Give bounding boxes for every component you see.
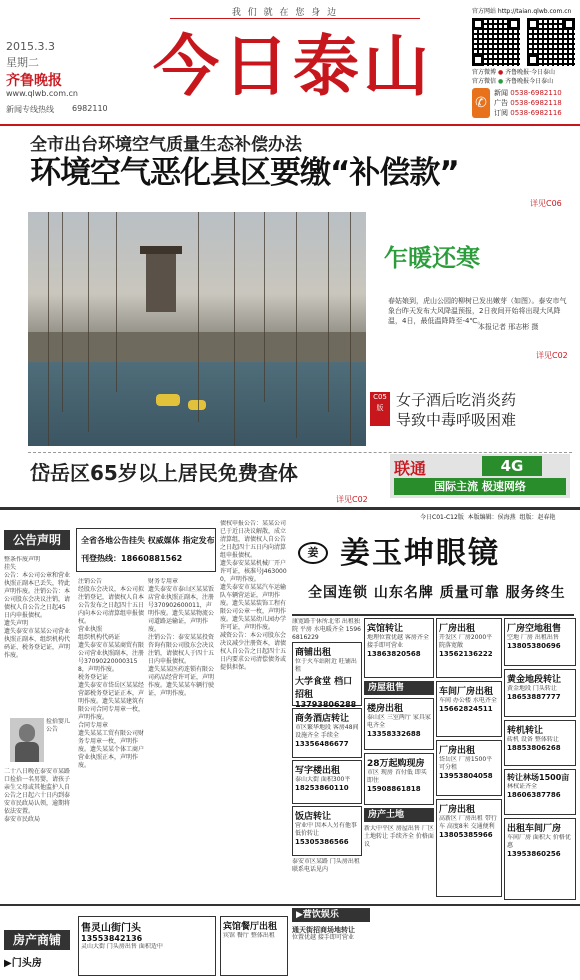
photo-pavilion xyxy=(146,252,176,312)
eye-ad-slogan: 全国连锁 山东名牌 质量可靠 服务终生 xyxy=(308,585,566,601)
side-story-text: 春姑娘到，虎山公园的柳树已发出嫩芽（如图）。泰安市气象台昨天发布大风降温预报，2日夜间开始将出现大风降温，4日，最低温降降至-4℃。 xyxy=(388,297,567,325)
notice-section-tag: 公告声明 xyxy=(4,530,70,550)
bottom-spacer xyxy=(220,908,290,912)
wechat-label: 官方微信 xyxy=(472,78,497,85)
rental-item-12[interactable]: 厂房空地租售 空地 厂房 出租出售 13805380696 xyxy=(504,618,576,666)
wechat-icon: ● xyxy=(497,78,504,85)
bottom-headline[interactable]: 岱岳区65岁以上居民免费查体 xyxy=(30,461,298,485)
unicom-ad[interactable] xyxy=(390,454,570,498)
classifieds-header: 今日C01-C12版 本版编辑：侯海燕 组版：赵春艳 xyxy=(420,514,556,521)
photo-shore xyxy=(28,332,366,362)
eye-ad-title: 姜玉坤眼镜 xyxy=(340,536,500,571)
hotline-label: 新闻专线热线 xyxy=(6,105,54,114)
photo-roof xyxy=(140,246,182,254)
rental-item-7[interactable]: 车间厂房出租 车间 办公楼 水电齐全 15662824511 xyxy=(436,681,502,737)
notice-banner-phone: 刊登热线：18660881562 xyxy=(81,554,183,563)
rental-item-14[interactable]: 转让林场1500亩 林权证齐全 18606387786 xyxy=(504,769,576,815)
side-story-title[interactable]: 乍暖还寒 xyxy=(384,243,480,272)
kicker-headline: 全市出台环境空气质量生态补偿办法 xyxy=(30,135,302,155)
notice-column-3: 注销公告 经股东会决议，本公司拟注销登记，请债权人自本公告发布之日起四十五日内向本公司清算组申报债权。 营业执照 组织机构代码证 遗失泰安市某某商贸有限公司营业执照副本，注册号370902200003158，声明作废。 税务登记证 遗失泰安市岱岳区某某经营部税务登记证正本，声明作废。遗失某某建筑有限公司合同专用章一枚，声明作废。 合同专用章 遗失某某工贸有限公司财务专用章一枚，声明作废。遗失某某个体工商户营业执照正本，声明作废。 xyxy=(78,578,144,769)
rental-column-4 xyxy=(504,618,576,900)
masthead xyxy=(0,0,580,132)
houses-section-tag: 房屋租售 xyxy=(364,681,434,695)
phone-icon: ✆ xyxy=(472,88,490,118)
entertainment-item[interactable]: 通天街招商场地转让 位置优越 接手即可营业 xyxy=(292,926,355,941)
official-site[interactable]: 官方网站 http://taian.qlwb.com.cn xyxy=(472,8,572,15)
photo-boat-2 xyxy=(188,400,206,410)
rental-column-1: 康宽路干休所北邻 出租独院 平房 水电暖齐全 15966816229 商铺出租 位于火车站附近 旺铺出租 大学食堂 档口招租 13793806288 商务酒店转让 市区繁华地段 客房48间 设施齐全 手续全 13356486677 写字楼出租 泰山大街 面积300平 18253860110 饭店转让 营业中 因本人另有他事 低价转让 15305386566 泰安市区某路 门头房出租 联系电话见内 xyxy=(292,618,361,873)
lead-photo xyxy=(28,212,366,446)
bottom-item-1[interactable]: 售灵山街门头 13553842136 灵山大街 门头房出售 面积适中 xyxy=(78,916,216,976)
rental-item-2[interactable]: 商务酒店转让 市区繁华地段 客房48间 设施齐全 手续全 13356486677 xyxy=(292,708,362,758)
eye-ad-rule xyxy=(292,614,574,616)
rental-item-8[interactable]: 厂房出租 岱岳区 厂房1500平 可分租 13953804058 xyxy=(436,740,502,796)
bottom-headline-ref: 详见C02 xyxy=(336,495,368,504)
rental-item-1[interactable]: 商铺出租 位于火车站附近 旺铺出租 大学食堂 档口招租 13793806288 xyxy=(292,642,362,706)
section-rule xyxy=(0,507,580,510)
issue-weekday: 星期二 xyxy=(6,56,39,69)
rental-item-6[interactable]: 厂房出租 开发区 厂房2000平 院落宽敞 13562136222 xyxy=(436,618,502,678)
c05-headline-2[interactable]: 导致中毒呼吸困难 xyxy=(396,411,517,429)
property-section-tag: 房产商铺 xyxy=(4,930,70,950)
paper-title: 今日泰山 xyxy=(153,27,433,105)
rental-item-3[interactable]: 写字楼出租 泰山大街 面积300平 18253860110 xyxy=(292,760,362,804)
infant-notice-head: 捡拾婴儿公告 xyxy=(46,718,71,733)
phone-ads: 广告 0538-6982118 xyxy=(494,99,562,107)
property-sub-tag: ▶门头房 xyxy=(4,958,42,969)
rental-item-13[interactable]: 黄金地段转让 黄金地段 门头转让 18653887777 xyxy=(504,669,576,717)
land-section-tag: 房产土地 xyxy=(364,808,434,822)
rental-item-16[interactable]: 厂房出租 高新区 厂房出租 带行车 高度8米 交通便利 13805385966 xyxy=(436,799,502,897)
divider xyxy=(28,452,572,453)
rental-item-4[interactable]: 饭店转让 营业中 因本人另有他事 低价转让 15305386566 xyxy=(292,806,362,856)
hotline: 6982110 xyxy=(72,104,108,113)
notice-column-2: 二十八日晚在泰安市某路口捡拾一名男婴，请孩子亲生父母或其他监护人自公告之日起六十日内到泰安市民政局认领，逾期将依法安置。 泰安市民政局 xyxy=(4,768,71,823)
infant-photo xyxy=(10,718,44,762)
weibo-icon: ● xyxy=(497,69,504,76)
side-story-ref: 详见C02 xyxy=(536,351,568,360)
notice-column-5: 债权申报公告：某某公司已于近日决议解散，成立清算组，请债权人自公告之日起四十五日内向清算组申报债权。 遗失泰安某某机械厂开户许可证，核准号J4630000，声明作废。 遗失泰安市某某汽车运输队车辆营运证，声明作废。遗失某某装饰工程有限公司公章一枚，声明作废。遗失某某幼儿园办学许可证，声明作废。 减资公告：本公司股东会决议减少注册资本，请债权人自公告之日起四十五日内要求公司清偿债务或提供担保。 xyxy=(220,520,287,671)
notice-column-4: 财务专用章 遗失泰安市泰山区某某饭店营业执照正副本，注册号370902600011，声明作废。遗失某某物流公司道路运输证，声明作废。 注销公告：泰安某某投资咨询有限公司股东会决议注销，请债权人于四十五日内申报债权。 遗失某某医药连锁有限公司药品经营许可证，声明作废。遗失某某车辆行驶证，声明作废。 xyxy=(148,578,215,697)
phone-list xyxy=(494,88,578,118)
bottom-item-2[interactable]: 宾馆餐厅出租 宾馆 餐厅 整体出租 xyxy=(220,916,288,976)
rental-item-15[interactable]: 出租车间厂房 车间厂房 面积大 价格优惠 13953860256 xyxy=(504,818,576,900)
unicom-4g-badge: 4G xyxy=(482,456,542,476)
flag-icon: ▶ xyxy=(4,958,12,969)
wechat-line xyxy=(472,78,578,86)
masthead-rule xyxy=(0,124,580,126)
photo-boat xyxy=(156,394,180,406)
bottom-rule xyxy=(0,904,580,906)
weibo-value: 齐鲁晚报·今日泰山 xyxy=(505,69,556,76)
brand-logo: 齐鲁晚报 xyxy=(6,73,62,89)
rental-column-3 xyxy=(436,618,502,900)
issue-date: 2015.3.3 xyxy=(6,40,55,53)
side-story-credit: 本报记者 邢志彬 摄 xyxy=(478,323,539,331)
qr-code-wechat xyxy=(527,18,575,66)
entertainment-section-tag: ▶营饮娱乐 xyxy=(292,908,370,922)
slogan-rule xyxy=(170,18,420,19)
unicom-brand: 联通 xyxy=(394,459,427,478)
eye-ad[interactable] xyxy=(292,528,574,614)
site-url[interactable]: www.qlwb.com.cn xyxy=(6,89,78,98)
notice-column-1: 整条作废声明 挂失 公告：本公司公章和营业执照正副本已丢失，特此声明作废。注销公告：本公司股东会决议注销，请债权人自公告之日起45日内申报债权。 遗失声明 遗失泰安市某某公司营业执照正副本、组织机构代码证、税务登记证，声明作废。 xyxy=(4,556,70,659)
rental-column-2: 宾馆转让 地理位置优越 客房齐全 接手即可营业 13863820568 房屋租售 楼房出租 泰山区 三室两厅 家具家电齐全 13358332688 28万起购现房 市区 现房 首付低 即买即住 15908861818 房产土地 新大中平区 房屋出售 厂区 土地转让 手续齐全 价格面议 xyxy=(364,618,434,900)
notice-banner-line1: 全省各地公告挂失 权威媒体 指定发布 xyxy=(81,536,215,545)
phone-subscribe: 订阅 0538-6982116 xyxy=(494,109,562,117)
phone-news: 新闻 0538-6982110 xyxy=(494,89,562,97)
flag-icon-2: ▶ xyxy=(296,910,303,920)
rental-item-9[interactable]: 楼房出租 泰山区 三室两厅 家具家电齐全 13358332688 xyxy=(364,698,434,750)
weibo-label: 官方微博 xyxy=(472,69,497,76)
slogan: 我 们 就 在 您 身 边 xyxy=(231,8,339,18)
weibo-line xyxy=(472,69,578,77)
rental-item-10[interactable]: 28万起购现房 市区 现房 首付低 即买即住 15908861818 xyxy=(364,753,434,805)
qr-code-weibo xyxy=(472,18,520,66)
wechat-value: 齐鲁晚报今日泰山 xyxy=(505,78,554,85)
rental-item-5[interactable]: 宾馆转让 地理位置优越 客房齐全 接手即可营业 13863820568 xyxy=(364,618,434,678)
c05-tag: C05版 xyxy=(370,392,390,426)
c05-headline-1[interactable]: 女子酒后吃消炎药 xyxy=(396,391,517,409)
notice-banner xyxy=(76,528,216,572)
eye-ad-logo: 姜 xyxy=(298,542,328,564)
unicom-slogan: 国际主流 极速网络 xyxy=(394,478,566,495)
main-headline[interactable]: 环境空气恶化县区要缴“补偿款” xyxy=(30,155,459,191)
main-headline-ref: 详见C06 xyxy=(530,199,562,208)
rental-item-11[interactable]: 转机转让 砖机 设备 整体转让 18853806268 xyxy=(504,720,576,766)
